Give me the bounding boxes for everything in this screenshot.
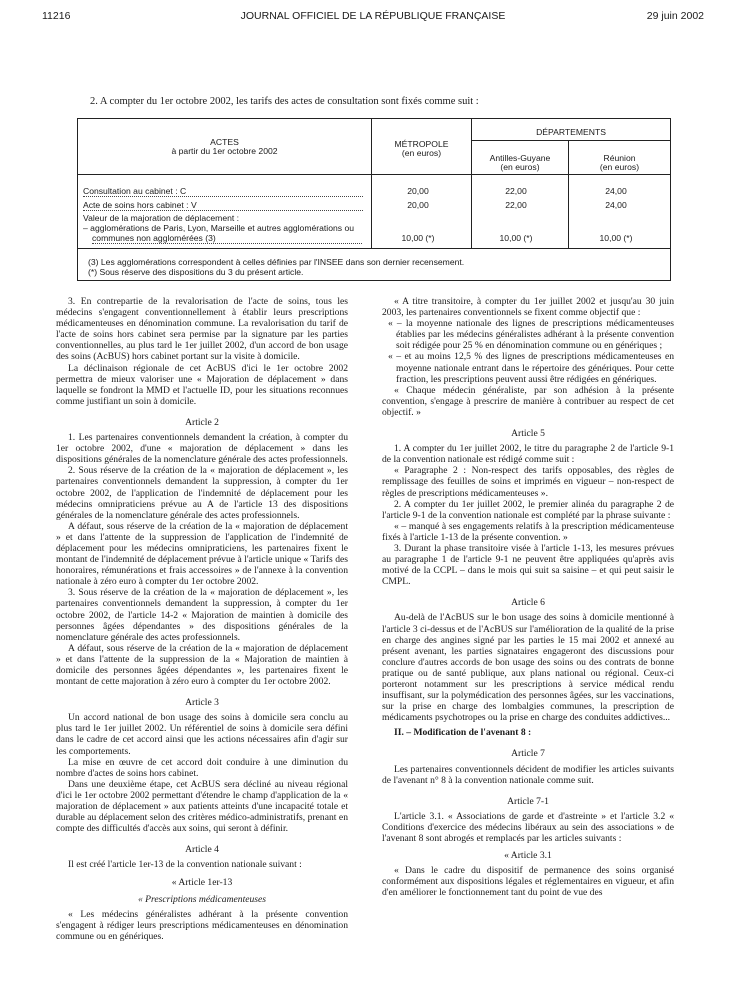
antilles-value: 22,00	[505, 200, 527, 210]
paragraph: 3. Sous réserve de la création de la « majoration de déplacement », les partenaires conventionnels demandent la suppression, à compter du 1er octobre 2002, de l'article 14-2 « Majoration de maintien à domicile des personnes âgées dépendantes » des dispositions générales de la nomenclature générale des actes professionnels.	[56, 587, 348, 643]
paragraph: Il est créé l'article 1er-13 de la convention nationale suivant :	[68, 859, 302, 871]
article-heading: Article 5	[511, 428, 545, 440]
paragraph: « Dans le cadre du dispositif de permanence des soins organisé conformément aux dispositions légales et réglementaires en vigueur, et afin d'en améliorer le fonctionnement tant du point de vue des	[382, 865, 674, 899]
paragraph: « – manqué à ses engagements relatifs à la prescription médicamenteuse fixés à l'article 1-13 de la présente convention. »	[382, 520, 674, 543]
reunion-unit: (en euros)	[599, 162, 640, 172]
paragraph: A défaut, sous réserve de la création de la « majoration de déplacement » et dans l'attente de la suppression de l'application de l'indemnité de déplacement pour les médecins omnipraticiens, les partenaires fixent le montant de l'indemnité de déplacement prévue à l'article unique « Tarifs des honoraires, rémunérations et frais accessoires » de l'annexe à la convention nationale à zéro euro à compter du 1er octobre 2002.	[56, 520, 348, 588]
section-title: II. – Modification de l'avenant 8 :	[394, 727, 532, 739]
actes-header: ACTES	[210, 137, 239, 147]
antilles-value: 22,00	[505, 186, 527, 196]
article-heading: Article 6	[511, 597, 545, 609]
metropole-value: 20,00	[407, 200, 429, 210]
reunion-value: 24,00	[605, 186, 627, 196]
reunion-value: 10,00 (*)	[599, 233, 633, 243]
paragraph: 1. A compter du 1er juillet 2002, le titre du paragraphe 2 de l'article 9-1 de la convention nationale est rédigé comme suit :	[382, 443, 674, 466]
article-subheading: « Article 3.1	[504, 850, 552, 862]
table-note-reserve: (*) Sous réserve des dispositions du 3 du présent article.	[88, 267, 304, 277]
page-header	[42, 10, 704, 26]
paragraph: 3. Durant la phase transitoire visée à l'article 1-13, les mesures prévues au paragraphe 1 de l'article 9-1 ne peuvent être appliquées qu'après avis motivé de la CCPL – dans le mois qui suit sa saisine – et qui peut saisir le CMPL.	[382, 542, 674, 588]
paragraph: Un accord national de bon usage des soins à domicile sera conclu au plus tard le 1er juillet 2002. Un référentiel de soins à domicile sera défini dans le cadre de cet accord ainsi que les actions nécessaires afin d'agir sur les comportements.	[56, 712, 348, 757]
metropole-header: MÉTROPOLE	[394, 139, 449, 149]
publication-date: 29 juin 2002	[646, 10, 704, 22]
actes-subheader: à partir du 1er octobre 2002	[171, 146, 278, 156]
metropole-unit: (en euros)	[401, 148, 442, 158]
paragraph: Les partenaires conventionnels décident de modifier les articles suivants de l'avenant n° 8 à la convention nationale comme suit.	[382, 763, 674, 786]
article-heading: Article 3	[185, 697, 219, 709]
article-heading: Article 7-1	[507, 795, 549, 807]
paragraph: « A titre transitoire, à compter du 1er juillet 2002 et jusqu'au 30 juin 2003, les partenaires conventionnels se fixent comme objectif que :	[382, 296, 674, 319]
paragraph: 2. A compter du 1er juillet 2002, le premier alinéa du paragraphe 2 de l'article 9-1 de la convention nationale est complété par la phrase suivante :	[382, 498, 674, 521]
paragraph: « Chaque médecin généraliste, par son adhésion à la présente convention, s'engage à prescrire de manière à contribuer au respect de cet objectif. »	[382, 384, 674, 418]
right-text-column	[382, 296, 674, 899]
left-text-column	[56, 296, 348, 942]
page-number: 11216	[42, 10, 71, 22]
majoration-sub2: communes non agglomérées (3)	[92, 233, 362, 244]
reunion-header: Réunion	[603, 153, 636, 163]
article-heading: Article 2	[185, 416, 219, 428]
paragraph: « Paragraphe 2 : Non-respect des tarifs opposables, des règles de remplissage des feuilles de soins et imprimés en vigueur – non-respect de règles de prescriptions médicamenteuses ».	[382, 465, 674, 499]
tariff-table	[77, 118, 671, 281]
reunion-value: 24,00	[605, 200, 627, 210]
paragraph: 3. En contrepartie de la revalorisation de l'acte de soins, tous les médecins s'engagent conventionnellement à établir leurs prescriptions médicamenteuses en dénomination commune. La revalorisation du tarif de l'acte de soins hors cabinet sera permise par la signature par les parties conventionnelles, au plus tard le 1er juillet 2002, d'un accord de bon usage des soins (AcBUS) hors cabinet portant sur la visite à domicile.	[56, 296, 348, 363]
table-note-insee: (3) Les agglomérations correspondent à celles définies par l'INSEE dans son dernier recensement.	[88, 257, 465, 267]
antilles-unit: (en euros)	[500, 162, 540, 172]
article-subheading: « Article 1er-13	[171, 876, 233, 888]
article-heading: Article 4	[185, 844, 219, 856]
paragraph: L'article 3.1. « Associations de garde et d'astreinte » et l'article 3.2 « Conditions d'exercice des médecins libéraux au sein des associations » de l'avenant 8 sont abrogés et remplacés par les articles suivants :	[382, 810, 674, 845]
list-item: « – et au moins 12,5 % des lignes de prescriptions médicamenteuses en moyenne nationale entrant dans le répertoire des génériques. Pour cette fraction, les prescriptions peuvent aussi être rédigées en génériques.	[388, 351, 674, 385]
row-label: Acte de soins hors cabinet : V	[83, 200, 363, 211]
majoration-label: Valeur de la majoration de déplacement :	[83, 213, 240, 223]
paragraph: 1. Les partenaires conventionnels demandent la création, à compter du 1er octobre 2002, d'une « majoration de déplacement » dans les dispositions générales de la nomenclature générale des actes professionnels.	[56, 432, 348, 466]
antilles-header: Antilles-Guyane	[489, 153, 551, 163]
journal-title: JOURNAL OFFICIEL DE LA RÉPUBLIQUE FRANÇAISE	[240, 10, 506, 22]
majoration-sub1: – agglomérations de Paris, Lyon, Marseille et autres agglomérations ou	[83, 223, 355, 233]
departements-header: DÉPARTEMENTS	[536, 127, 606, 137]
metropole-value: 10,00 (*)	[401, 233, 435, 243]
paragraph: A défaut, sous réserve de la création de la « majoration de déplacement » et dans l'attente de la suppression de la « Majoration de maintien à domicile des personnes âgées dépendantes », les partenaires fixent le montant de cette majoration à zéro euro à compter du 1er octobre 2002.	[56, 642, 348, 688]
metropole-value: 20,00	[407, 186, 429, 196]
row-label: Consultation au cabinet : C	[83, 186, 363, 197]
paragraph: Dans une deuxième étape, cet AcBUS sera décliné au niveau régional d'ici le 1er octobre 2002 permettant d'étendre le champ d'application de la « majoration de déplacement » aux patients atteints d'une incapacité totale et durable au déplacement selon des critères médico-administratifs, prenant en compte des difficultés d'accès aux soins, qui seront à définir.	[56, 778, 348, 835]
antilles-value: 10,00 (*)	[499, 233, 533, 243]
paragraph: La mise en œuvre de cet accord doit conduire à une diminution du nombre d'actes de soins hors cabinet.	[56, 756, 348, 779]
paragraph: La déclinaison régionale de cet AcBUS d'ici le 1er octobre 2002 permettra de mieux valoriser une « Majoration de déplacement » dans laquelle se fondront la MMD et l'actuelle ID, pour les situations reconnues comme justifiant un soin à domicile.	[56, 362, 348, 407]
intro-sentence: 2. A compter du 1er octobre 2002, les tarifs des actes de consultation sont fixés comme suit :	[90, 96, 479, 107]
section-subtitle: « Prescriptions médicamenteuses	[137, 893, 267, 905]
paragraph: Au-delà de l'AcBUS sur le bon usage des soins à domicile mentionné à l'article 3 ci-dessus et de l'AcBUS sur l'amélioration de la qualité de la prise en charge des angines signé par les parties le 15 mai 2002 et annexé au présent avenant, les parties signataires engageront des discussions pour conclure d'autres accords de bon usage des soins ou des contrats de bonne pratique ou de santé publique, aux plans national ou régional. Ceux-ci porteront notamment sur les prescriptions à service médical rendu insuffisant, sur la polymédication des personnes âgées, sur les vaccinations, sur la prise en charge des lombalgies communes, la prescription de médicaments psychotropes ou la prise en charge des conduites addictives...	[382, 612, 674, 724]
list-item: « – la moyenne nationale des lignes de prescriptions médicamenteuses établies par les médecins généralistes adhérant à la présente convention soit rédigée pour 25 % en dénomination commune ou en génériques ;	[388, 318, 674, 352]
article-heading: Article 7	[511, 748, 545, 760]
paragraph: 2. Sous réserve de la création de la « majoration de déplacement », les partenaires conventionnels demandent la suppression, à compter du 1er octobre 2002, de l'application de l'indemnité de déplacement pour les médecins omnipraticiens prévue au A de l'article 13 des dispositions générales de la nomenclature générale des actes professionnels.	[56, 465, 348, 521]
paragraph: « Les médecins généralistes adhérant à la présente convention s'engagent à rédiger leurs prescriptions médicamenteuses en dénomination commune ou en génériques.	[56, 908, 348, 942]
